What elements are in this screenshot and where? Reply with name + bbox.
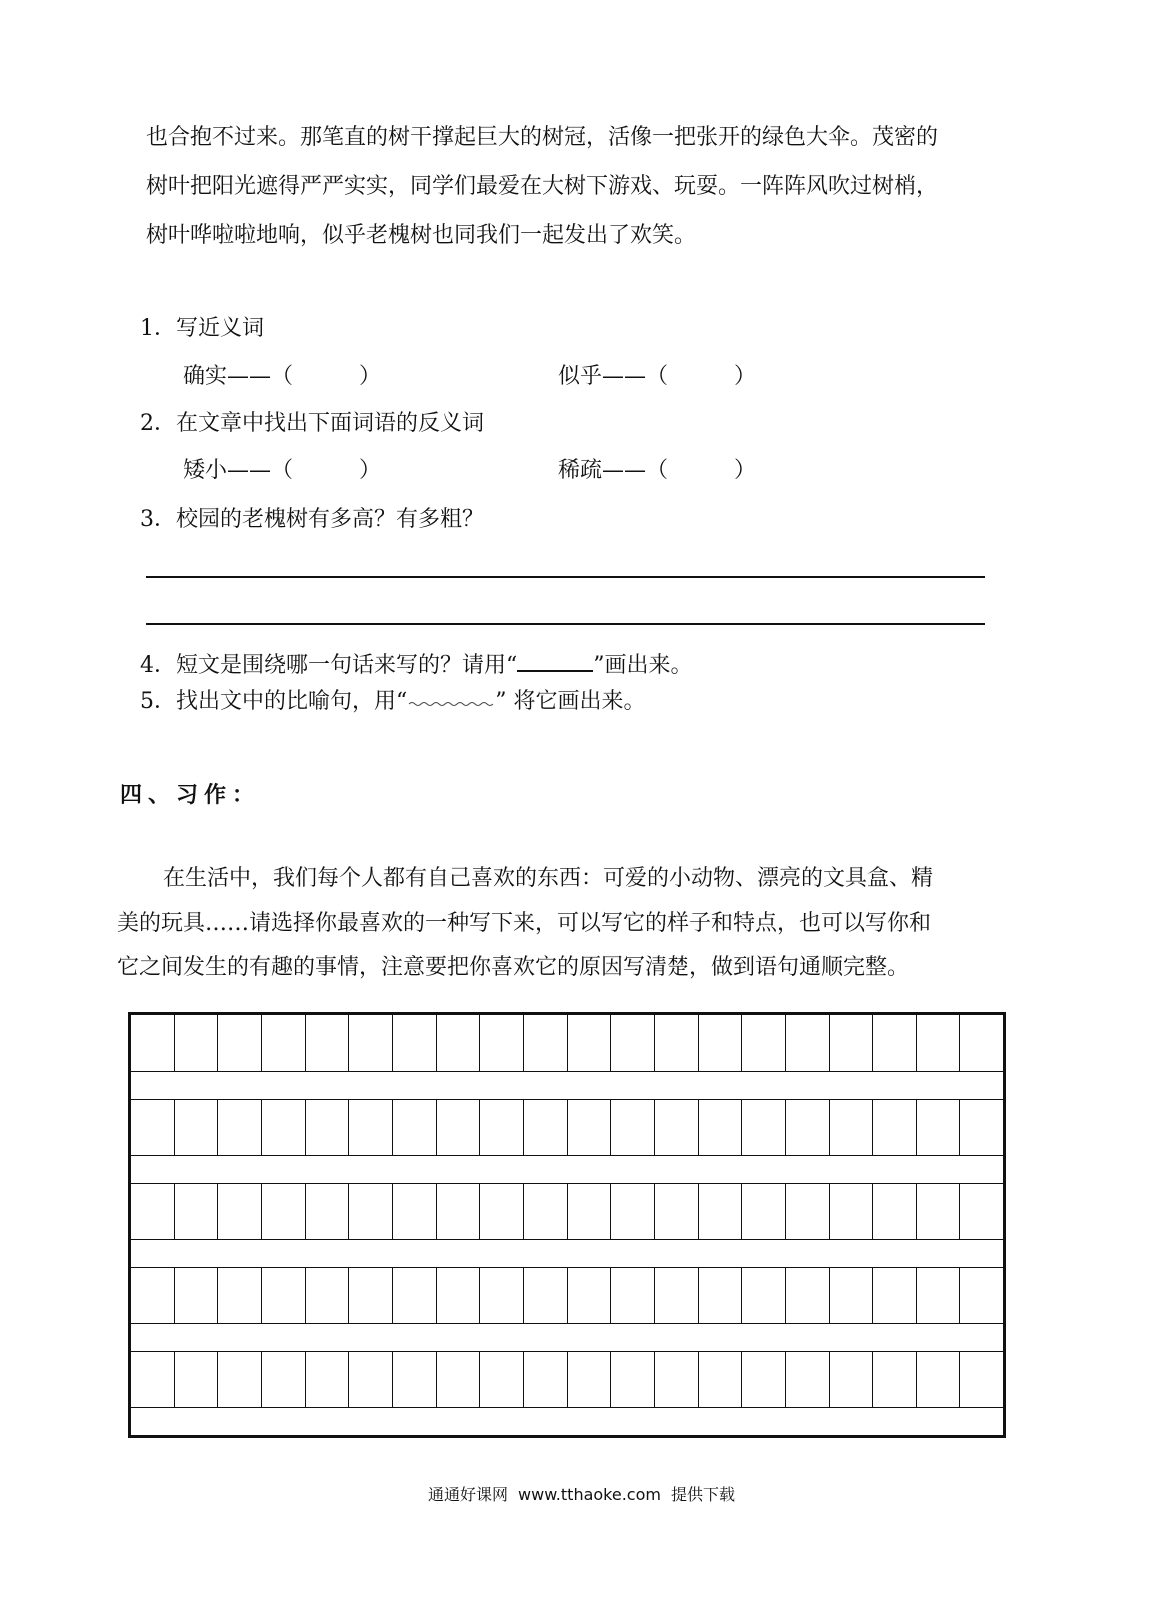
grid-row — [131, 1015, 1003, 1071]
grid-cell[interactable] — [262, 1015, 306, 1071]
grid-cell[interactable] — [960, 1015, 1003, 1071]
grid-cell[interactable] — [524, 1099, 568, 1155]
grid-row — [131, 1351, 1003, 1407]
grid-cell[interactable] — [873, 1099, 917, 1155]
grid-cell[interactable] — [568, 1183, 612, 1239]
grid-cell[interactable] — [611, 1351, 655, 1407]
grid-cell[interactable] — [699, 1267, 743, 1323]
grid-cell[interactable] — [218, 1267, 262, 1323]
grid-cell[interactable] — [218, 1351, 262, 1407]
question-1-item-a: 确实——（ ） — [183, 364, 382, 389]
grid-cell[interactable] — [960, 1267, 1003, 1323]
grid-cell[interactable] — [917, 1183, 961, 1239]
grid-cell[interactable] — [568, 1099, 612, 1155]
grid-cell[interactable] — [393, 1015, 437, 1071]
grid-row — [131, 1099, 1003, 1155]
grid-cell[interactable] — [524, 1183, 568, 1239]
grid-cell[interactable] — [393, 1099, 437, 1155]
grid-cell[interactable] — [655, 1351, 699, 1407]
grid-cell[interactable] — [611, 1015, 655, 1071]
grid-cell[interactable] — [437, 1267, 481, 1323]
grid-cell[interactable] — [480, 1267, 524, 1323]
grid-cell[interactable] — [917, 1351, 961, 1407]
grid-cell[interactable] — [262, 1267, 306, 1323]
grid-cell[interactable] — [742, 1351, 786, 1407]
grid-cell[interactable] — [175, 1351, 219, 1407]
grid-cell[interactable] — [480, 1351, 524, 1407]
grid-cell[interactable] — [742, 1183, 786, 1239]
question-2-item-a: 矮小——（ ） — [183, 458, 382, 483]
straight-underline-mark — [517, 648, 593, 672]
grid-cell[interactable] — [218, 1099, 262, 1155]
question-2-item-b: 稀疏——（ ） — [558, 458, 757, 483]
grid-cell[interactable] — [524, 1267, 568, 1323]
grid-cell[interactable] — [131, 1267, 175, 1323]
question-4-text: 4．短文是围绕哪一句话来写的？请用“ — [140, 653, 518, 678]
grid-cell[interactable] — [917, 1099, 961, 1155]
grid-cell[interactable] — [786, 1183, 830, 1239]
grid-cell[interactable] — [306, 1267, 350, 1323]
grid-cell[interactable] — [218, 1183, 262, 1239]
question-5-text: 5．找出文中的比喻句，用“ — [140, 689, 408, 714]
grid-cell[interactable] — [917, 1267, 961, 1323]
grid-cell[interactable] — [175, 1183, 219, 1239]
grid-cell[interactable] — [742, 1015, 786, 1071]
grid-row — [131, 1267, 1003, 1323]
section-4-prompt-line-2: 美的玩具……请选择你最喜欢的一种写下来，可以写它的样子和特点，也可以写你和 — [117, 911, 932, 936]
grid-cell[interactable] — [873, 1267, 917, 1323]
grid-cell[interactable] — [699, 1183, 743, 1239]
section-4-prompt-line-1: 在生活中，我们每个人都有自己喜欢的东西：可爱的小动物、漂亮的文具盒、精 — [163, 866, 934, 891]
grid-line — [131, 1323, 1003, 1324]
grid-row — [131, 1183, 1003, 1239]
grid-cell[interactable] — [568, 1015, 612, 1071]
grid-cell[interactable] — [873, 1183, 917, 1239]
grid-cell[interactable] — [437, 1183, 481, 1239]
grid-cell[interactable] — [611, 1267, 655, 1323]
grid-cell[interactable] — [786, 1015, 830, 1071]
grid-cell[interactable] — [786, 1099, 830, 1155]
question-4-text-end: ”画出来。 — [593, 653, 693, 678]
grid-cell[interactable] — [568, 1267, 612, 1323]
grid-cell[interactable] — [175, 1267, 219, 1323]
grid-cell[interactable] — [262, 1099, 306, 1155]
grid-cell[interactable] — [349, 1267, 393, 1323]
grid-cell[interactable] — [306, 1183, 350, 1239]
grid-cell[interactable] — [262, 1183, 306, 1239]
answer-line-1[interactable] — [146, 576, 985, 578]
grid-cell[interactable] — [480, 1099, 524, 1155]
grid-cell[interactable] — [349, 1099, 393, 1155]
footer — [0, 1482, 1163, 1505]
grid-cell[interactable] — [960, 1183, 1003, 1239]
grid-cell[interactable] — [830, 1267, 874, 1323]
question-5 — [140, 686, 646, 717]
grid-cell[interactable] — [830, 1099, 874, 1155]
passage-line-3: 树叶哗啦啦地响，似乎老槐树也同我们一起发出了欢笑。 — [146, 223, 697, 248]
footer-site: 通通好课网 — [428, 1485, 509, 1504]
grid-cell[interactable] — [655, 1099, 699, 1155]
grid-cell[interactable] — [393, 1351, 437, 1407]
grid-cell[interactable] — [917, 1015, 961, 1071]
section-4-prompt-line-3: 它之间发生的有趣的事情，注意要把你喜欢它的原因写清楚，做到语句通顺完整。 — [117, 955, 910, 980]
writing-grid[interactable] — [128, 1012, 1006, 1438]
question-3: 3．校园的老槐树有多高？有多粗？ — [140, 507, 484, 532]
question-2: 2．在文章中找出下面词语的反义词 — [140, 411, 484, 436]
question-5-text-end: ” 将它画出来。 — [495, 689, 646, 714]
grid-cell[interactable] — [699, 1351, 743, 1407]
grid-cell[interactable] — [306, 1015, 350, 1071]
grid-cell[interactable] — [830, 1015, 874, 1071]
grid-cell[interactable] — [175, 1099, 219, 1155]
grid-cell[interactable] — [131, 1183, 175, 1239]
grid-cell[interactable] — [175, 1015, 219, 1071]
grid-cell[interactable] — [611, 1183, 655, 1239]
grid-cell[interactable] — [742, 1267, 786, 1323]
answer-line-2[interactable] — [146, 623, 985, 625]
grid-cell[interactable] — [480, 1015, 524, 1071]
question-4 — [140, 648, 693, 681]
footer-url[interactable]: www.tthaoke.com — [518, 1485, 661, 1504]
grid-cell[interactable] — [873, 1351, 917, 1407]
grid-cell[interactable] — [393, 1267, 437, 1323]
section-4-heading: 四、习作： — [120, 782, 261, 808]
grid-cell[interactable] — [131, 1351, 175, 1407]
grid-line — [131, 1239, 1003, 1240]
grid-cell[interactable] — [480, 1183, 524, 1239]
grid-cell[interactable] — [306, 1351, 350, 1407]
grid-cell[interactable] — [437, 1351, 481, 1407]
grid-cell[interactable] — [960, 1351, 1003, 1407]
grid-cell[interactable] — [393, 1183, 437, 1239]
grid-cell[interactable] — [786, 1351, 830, 1407]
grid-line — [131, 1155, 1003, 1156]
question-1: 1．写近义词 — [140, 316, 264, 341]
grid-cell[interactable] — [960, 1099, 1003, 1155]
grid-cell[interactable] — [699, 1015, 743, 1071]
grid-cell[interactable] — [873, 1015, 917, 1071]
grid-cell[interactable] — [655, 1183, 699, 1239]
footer-note: 提供下载 — [670, 1485, 735, 1504]
grid-cell[interactable] — [742, 1099, 786, 1155]
wavy-underline-mark — [407, 686, 495, 708]
grid-cell[interactable] — [437, 1099, 481, 1155]
grid-cell[interactable] — [830, 1183, 874, 1239]
passage-line-2: 树叶把阳光遮得严严实实，同学们最爱在大树下游戏、玩耍。一阵阵风吹过树梢， — [146, 174, 939, 199]
grid-cell[interactable] — [218, 1015, 262, 1071]
grid-cell[interactable] — [131, 1015, 175, 1071]
grid-cell[interactable] — [655, 1267, 699, 1323]
passage-line-1: 也合抱不过来。那笔直的树干撑起巨大的树冠，活像一把张开的绿色大伞。茂密的 — [146, 125, 939, 150]
grid-cell[interactable] — [262, 1351, 306, 1407]
grid-cell[interactable] — [611, 1099, 655, 1155]
grid-cell[interactable] — [568, 1351, 612, 1407]
grid-cell[interactable] — [349, 1183, 393, 1239]
grid-cell[interactable] — [655, 1015, 699, 1071]
grid-line — [131, 1071, 1003, 1072]
grid-cell[interactable] — [830, 1351, 874, 1407]
question-1-item-b: 似乎——（ ） — [558, 364, 757, 389]
grid-line — [131, 1407, 1003, 1408]
grid-cell[interactable] — [524, 1351, 568, 1407]
grid-cell[interactable] — [437, 1015, 481, 1071]
grid-cell[interactable] — [349, 1015, 393, 1071]
grid-cell[interactable] — [786, 1267, 830, 1323]
grid-cell[interactable] — [524, 1015, 568, 1071]
grid-cell[interactable] — [699, 1099, 743, 1155]
grid-cell[interactable] — [306, 1099, 350, 1155]
grid-cell[interactable] — [131, 1099, 175, 1155]
grid-cell[interactable] — [349, 1351, 393, 1407]
